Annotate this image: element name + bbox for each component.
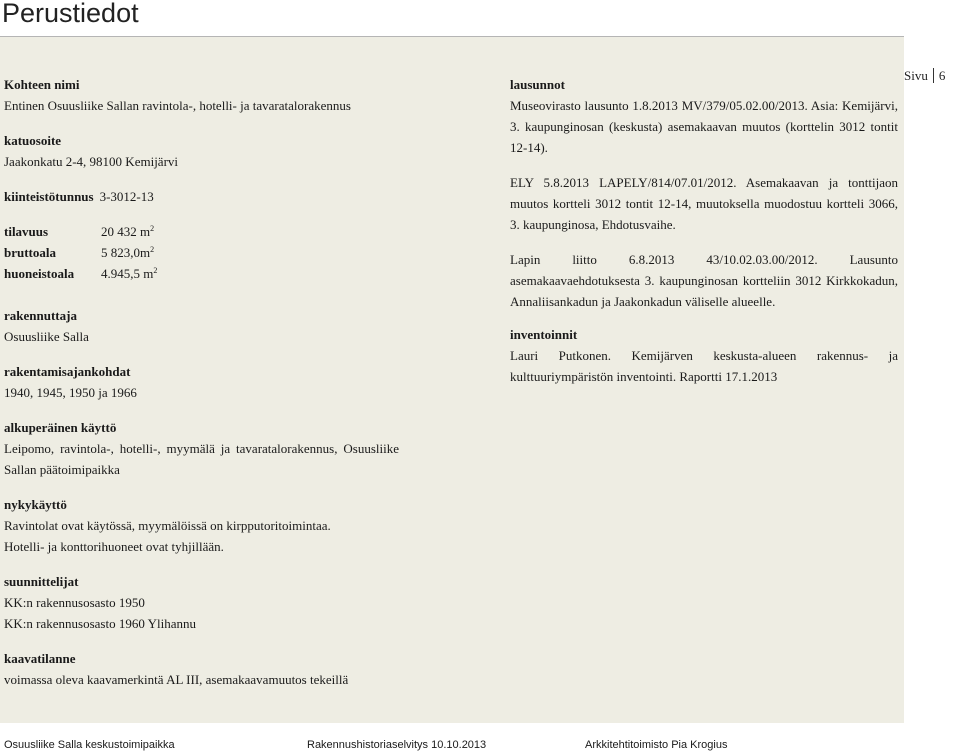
alkuperainen-kaytto-value: Leipomo, ravintola-, hotelli-, myymälä ja tavaratalorakennus, Osuusliike Sallan päätoimipaikka [4, 441, 399, 477]
bruttoala-row [4, 242, 399, 263]
tilavuus-unit-sup: 2 [150, 224, 155, 233]
page-indicator-label: Sivu [904, 68, 928, 83]
bruttoala-value: 5 823,0m [101, 245, 151, 260]
kiinteistotunnus-value: 3-3012-13 [99, 189, 154, 204]
lausunto-item: Museovirasto lausunto 1.8.2013 MV/379/05.02.00/2013. Asia: Kemijärvi, 3. kaupunginosan (keskusta) asemakaavan muutos (korttelin 3012 tontit 12-14). [510, 98, 898, 155]
suunnittelijat-line: KK:n rakennusosasto 1960 Ylihannu [4, 616, 196, 631]
page-title: Perustiedot [2, 0, 139, 28]
inventoinnit-value: Lauri Putkonen. Kemijärven keskusta-alueen rakennus- ja kulttuuriympäristön inventointi. Raportti 17.1.2013 [510, 348, 898, 384]
bruttoala-unit-sup: 2 [150, 245, 155, 254]
nykykaytto-line: Ravintolat ovat käytössä, myymälöissä on kirpputoritoimintaa. [4, 518, 331, 533]
huoneistoala-label: huoneistoala [4, 266, 75, 281]
nykykaytto-line: Hotelli- ja konttorihuoneet ovat tyhjillään. [4, 539, 224, 554]
kohteen-nimi-value: Entinen Osuusliike Sallan ravintola-, hotelli- ja tavaratalorakennus [4, 98, 351, 113]
katuosoite-value: Jaakonkatu 2-4, 98100 Kemijärvi [4, 154, 179, 169]
alkuperainen-kaytto-label: alkuperäinen käyttö [4, 420, 117, 435]
page-indicator [904, 68, 945, 84]
inventoinnit-label: inventoinnit [510, 327, 578, 342]
left-column [4, 74, 399, 690]
lausunto-item: Lapin liitto 6.8.2013 43/10.02.03.00/2012. Lausunto asemakaavaehdotuksesta 3. kaupunginosan kortteliin 3012 Kirkkokadun, Annaliisankadun ja Jaakonkadun väliselle alueelle. [510, 252, 898, 309]
rakennuttaja-value: Osuusliike Salla [4, 329, 89, 344]
kaavatilanne-label: kaavatilanne [4, 651, 76, 666]
kiinteistotunnus-label: kiinteistötunnus [4, 189, 94, 204]
bruttoala-label: bruttoala [4, 245, 56, 260]
right-column [510, 74, 898, 387]
kohteen-nimi-label: Kohteen nimi [4, 77, 80, 92]
rakentamisajankohdat-value: 1940, 1945, 1950 ja 1966 [4, 385, 137, 400]
tilavuus-row [4, 221, 399, 242]
tilavuus-value: 20 432 m [101, 224, 151, 239]
page-number: 6 [938, 68, 946, 83]
kaavatilanne-value: voimassa oleva kaavamerkintä AL III, asemakaavamuutos tekeillä [4, 672, 349, 687]
page-indicator-divider [933, 68, 934, 83]
huoneistoala-unit-sup: 2 [153, 266, 158, 275]
lausunnot-label: lausunnot [510, 77, 565, 92]
rakennuttaja-label: rakennuttaja [4, 308, 77, 323]
suunnittelijat-line: KK:n rakennusosasto 1950 [4, 595, 145, 610]
tilavuus-label: tilavuus [4, 224, 49, 239]
huoneistoala-value: 4.945,5 m [101, 266, 154, 281]
lausunto-item: ELY 5.8.2013 LAPELY/814/07.01/2012. Asemakaavan ja tonttijaon muutos kortteli 3012 tontit 12-14, muutoksella muodostuu kortteli 3066, 3. kaupunginosa, Ehdotusvaihe. [510, 175, 898, 232]
nykykaytto-label: nykykäyttö [4, 497, 67, 512]
footer-right: Arkkitehtitoimisto Pia Krogius [585, 739, 728, 751]
footer-left: Osuusliike Salla keskustoimipaikka [4, 739, 175, 751]
rakentamisajankohdat-label: rakentamisajankohdat [4, 364, 131, 379]
suunnittelijat-label: suunnittelijat [4, 574, 79, 589]
katuosoite-label: katuosoite [4, 133, 62, 148]
footer-center: Rakennushistoriaselvitys 10.10.2013 [307, 739, 487, 751]
huoneistoala-row [4, 263, 399, 284]
kiinteistotunnus-row [4, 186, 399, 207]
